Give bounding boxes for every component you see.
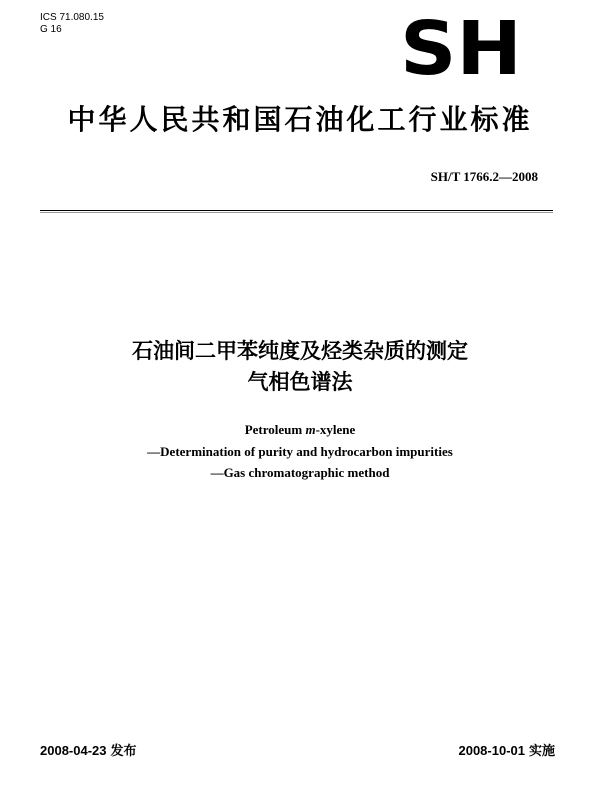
implementation-date: 2008-10-01 (458, 743, 525, 758)
sh-logo-text: SH (400, 18, 522, 80)
issuing-organization-title: 中华人民共和国石油化工行业标准 (67, 103, 533, 136)
implementation-label: 实施 (528, 744, 555, 759)
english-title-line-2: —Determination of purity and hydrocarbon impurities (147, 444, 453, 459)
standard-code: SH/T 1766.2—2008 (430, 169, 538, 184)
ics-code-block (40, 12, 104, 36)
ics-code: ICS 71.080.15 (40, 12, 104, 23)
english-title-line-1 (0, 420, 600, 439)
sh-logo (398, 18, 524, 80)
header-divider-shadow (40, 212, 553, 213)
english-title-line-3: —Gas chromatographic method (210, 465, 390, 480)
ccs-code: G 16 (40, 24, 62, 35)
chinese-title-line-1: 石油间二甲苯纯度及烃类杂质的测定 (132, 339, 468, 363)
issue-date: 2008-04-23 (40, 743, 107, 758)
english-title-italic: m (305, 422, 316, 437)
issue-date-block (40, 740, 137, 759)
header-divider (40, 210, 553, 211)
english-title-suffix: -xylene (315, 422, 356, 437)
chinese-title-line-2: 气相色谱法 (247, 370, 353, 394)
english-title-prefix: Petroleum (244, 422, 306, 437)
implementation-date-block (458, 740, 555, 759)
issue-label: 发布 (110, 744, 137, 759)
